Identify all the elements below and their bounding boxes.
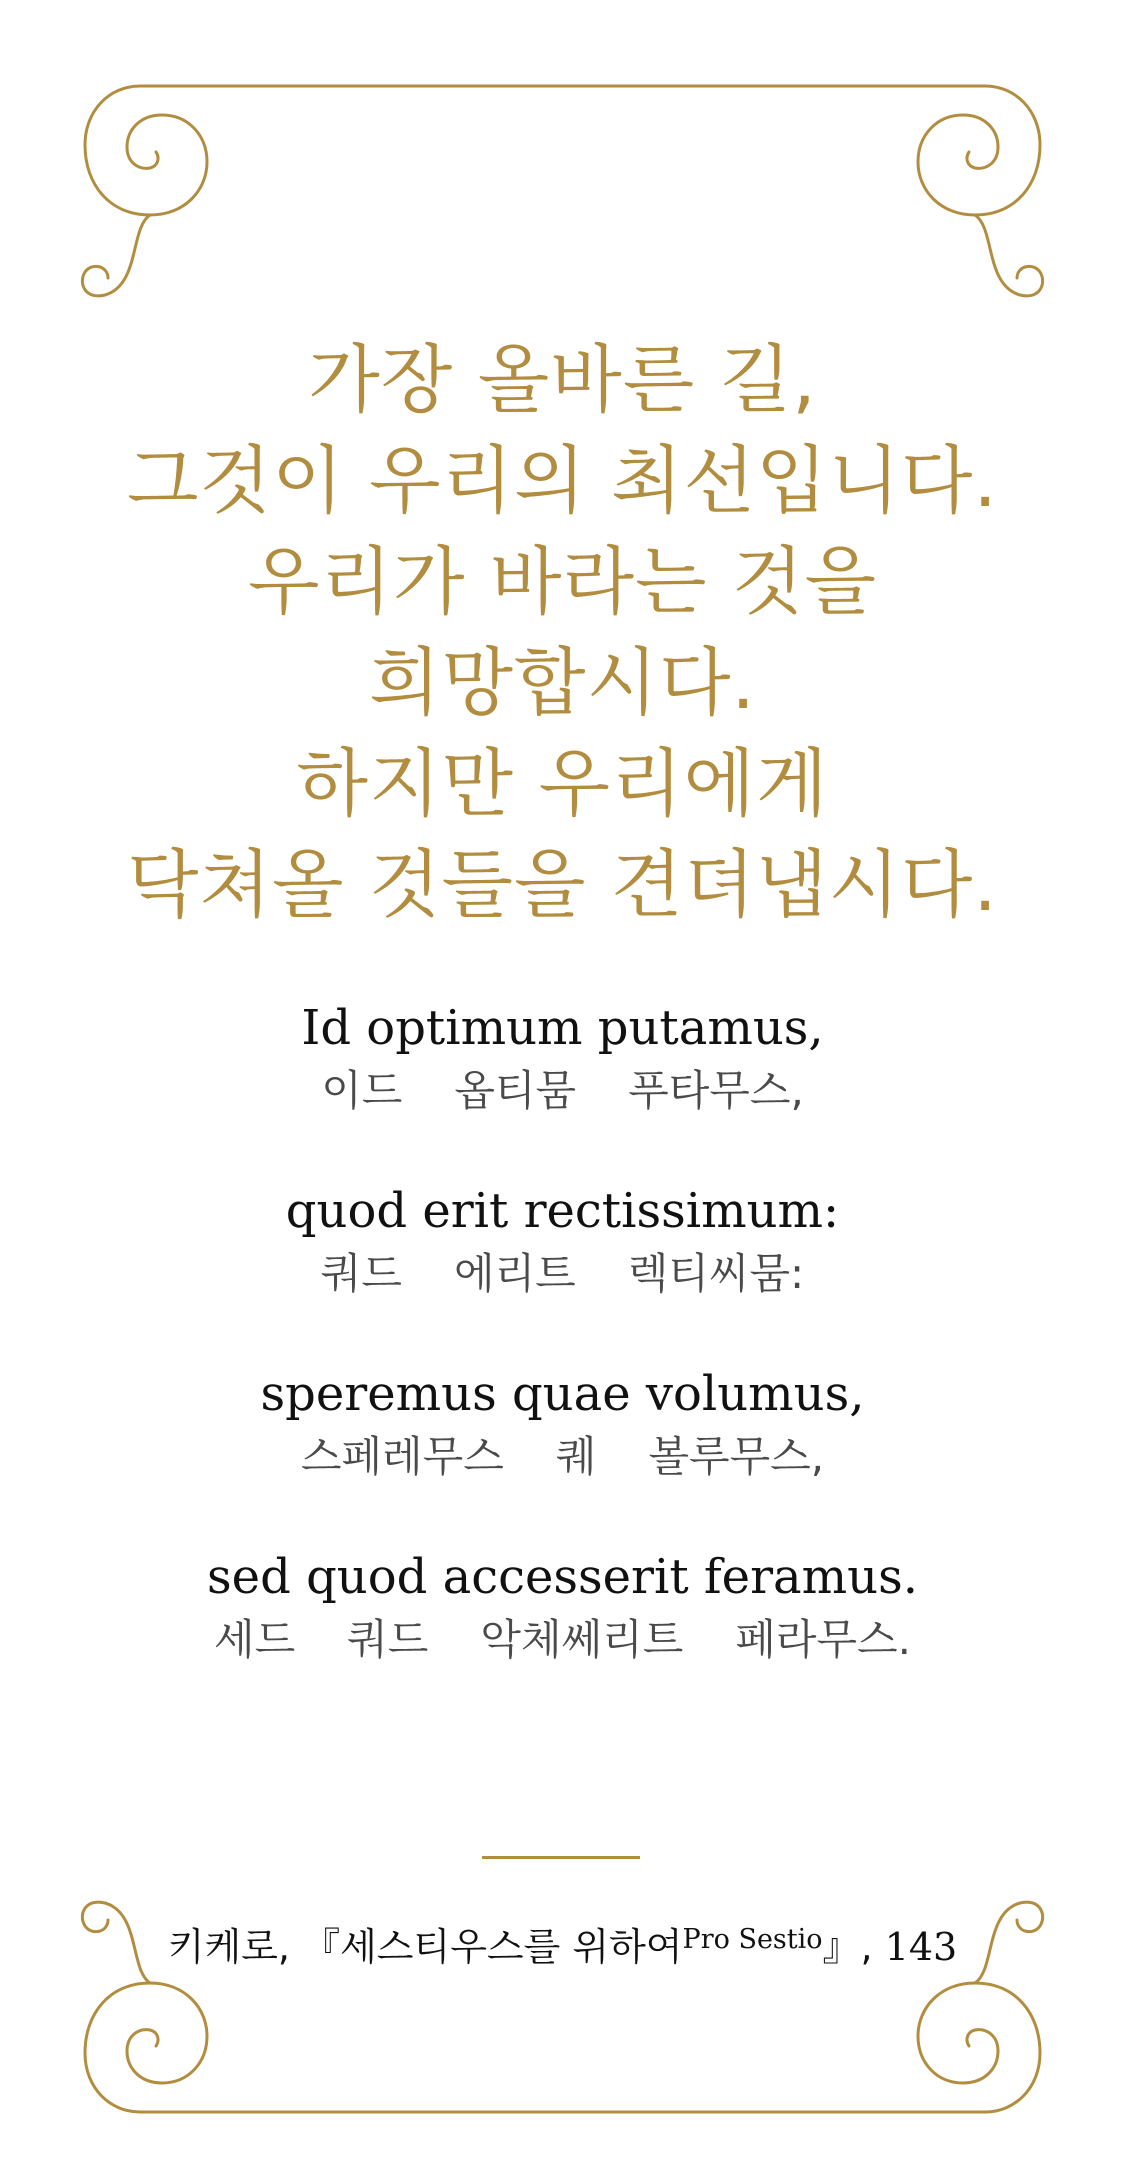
quote-line: 그것이 우리의 최선입니다. xyxy=(127,438,998,524)
citation-author: 키케로, 『세스티우스를 위하여 xyxy=(167,1925,683,1969)
citation-latin-title: Pro Sestio xyxy=(682,1924,823,1955)
pronunciation-line: 스페레무스 퀘 볼루무스, xyxy=(300,1432,825,1481)
top-right-tail xyxy=(975,215,1043,296)
latin-line: Id optimum putamus, xyxy=(301,1000,824,1056)
quote-line: 희망합시다. xyxy=(369,640,756,726)
quote-line: 닥쳐올 것들을 견뎌냅시다. xyxy=(127,842,998,928)
latin-line: speremus quae volumus, xyxy=(260,1366,865,1422)
quote-line: 가장 올바른 길, xyxy=(308,337,817,423)
bottom-right-swirl xyxy=(918,1983,1040,2112)
top-left-swirl xyxy=(85,86,207,215)
korean-quote xyxy=(0,330,1125,936)
verse-pair xyxy=(0,1544,1125,1727)
divider-line xyxy=(482,1856,640,1859)
latin-verses xyxy=(0,995,1125,1727)
quote-line: 우리가 바라는 것을 xyxy=(248,539,877,625)
verse-pair xyxy=(0,1178,1125,1361)
top-right-swirl xyxy=(918,86,1040,215)
top-left-tail xyxy=(82,215,150,296)
verse-pair xyxy=(0,995,1125,1178)
pronunciation-line: 쿼드 에리트 렉티씨뭄: xyxy=(320,1249,805,1298)
citation-page: 143 xyxy=(884,1925,958,1969)
latin-line: sed quod accesserit feramus. xyxy=(207,1549,918,1605)
pronunciation-line: 이드 옵티뭄 푸타무스, xyxy=(321,1066,804,1115)
citation-close-bracket: 』, xyxy=(822,1925,885,1969)
pronunciation-line: 세드 쿼드 악체쎄리트 페라무스. xyxy=(214,1615,911,1664)
latin-line: quod erit rectissimum: xyxy=(285,1183,840,1239)
citation xyxy=(0,1910,1125,1977)
verse-pair xyxy=(0,1361,1125,1544)
bottom-left-swirl xyxy=(85,1983,207,2112)
quote-line: 하지만 우리에게 xyxy=(296,741,829,827)
